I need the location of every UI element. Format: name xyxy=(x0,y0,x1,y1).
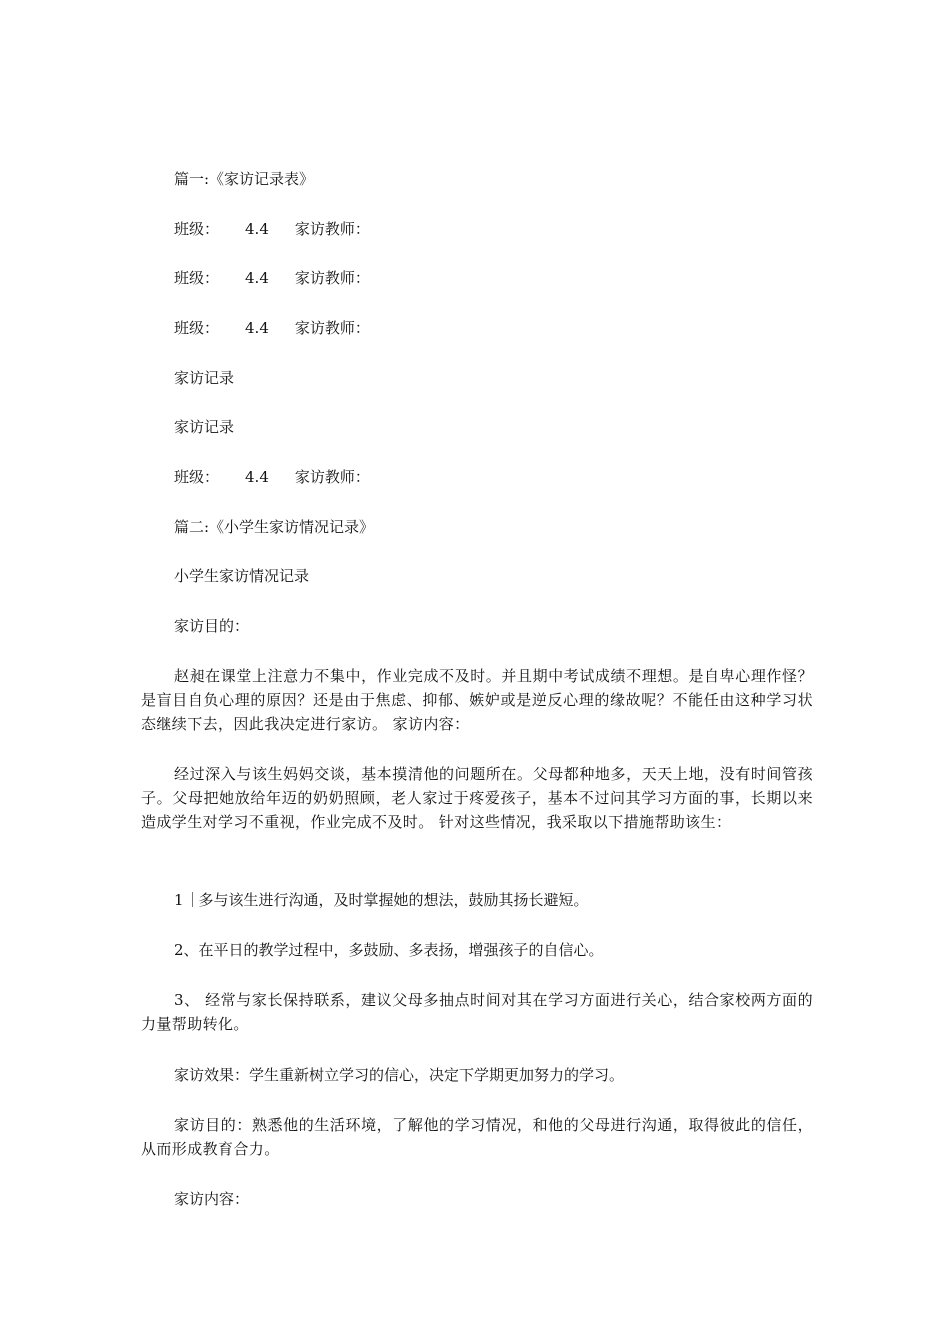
teacher-label: 家访教师： xyxy=(294,319,370,337)
class-info-row xyxy=(141,266,813,290)
class-info-row xyxy=(141,465,813,489)
teacher-label: 家访教师： xyxy=(294,468,370,486)
paragraph-content: 经过深入与该生妈妈交谈，基本摸清他的问题所在。父母都种地多，天天上地，没有时间管孩子。父母把她放给年迈的奶奶照顾，老人家过于疼爱孩子，基本不过问其学习方面的事，长期以来造成学生对学习不重视，作业完成不及时。 针对这些情况，我采取以下措施帮助该生： xyxy=(141,765,813,831)
paragraph-purpose-2: 家访目的：熟悉他的生活环境，了解他的学习情况，和他的父母进行沟通，取得彼此的信任，从而形成教育合力。 xyxy=(141,1116,813,1158)
list-item-text: 多与该生进行沟通，及时掌握她的想法，鼓励其扬长避短。 xyxy=(198,891,589,909)
class-value: 4.4 xyxy=(245,319,269,337)
class-info-row xyxy=(141,217,813,241)
class-label: 班级： xyxy=(174,269,220,287)
list-item-1 xyxy=(141,888,813,912)
class-value: 4.4 xyxy=(245,269,269,287)
visit-effect: 家访效果：学生重新树立学习的信心，决定下学期更加努力的学习。 xyxy=(174,1066,625,1084)
paragraph-purpose: 赵昶在课堂上注意力不集中，作业完成不及时。并且期中考试成绩不理想。是自卑心理作怪？是盲目自负心理的原因？还是由于焦虑、抑郁、嫉妒或是逆反心理的缘故呢？不能任由这种学习状态继续下去，因此我决定进行家访。 家访内容： xyxy=(141,667,813,733)
list-item-3: 3、 经常与家长保持联系，建议父母多抽点时间对其在学习方面进行关心，结合家校两方面的力量帮助转化。 xyxy=(141,991,813,1033)
visit-purpose-label: 家访目的： xyxy=(174,617,250,635)
visit-record-label: 家访记录 xyxy=(174,369,235,387)
visit-content-label: 家访内容： xyxy=(174,1190,250,1208)
class-info-row xyxy=(141,316,813,340)
teacher-label: 家访教师： xyxy=(294,220,370,238)
list-item-2: 2、在平日的教学过程中，多鼓励、多表扬，增强孩子的自信心。 xyxy=(174,941,604,959)
section-title: 小学生家访情况记录 xyxy=(174,567,310,585)
cursor-bar xyxy=(192,892,193,907)
heading-part-one: 篇一:《家访记录表》 xyxy=(174,170,315,188)
list-item-number: 1 xyxy=(174,891,184,909)
teacher-label: 家访教师： xyxy=(294,269,370,287)
class-value: 4.4 xyxy=(245,468,269,486)
visit-record-label: 家访记录 xyxy=(174,418,235,436)
class-label: 班级： xyxy=(174,319,220,337)
heading-part-two: 篇二:《小学生家访情况记录》 xyxy=(174,518,375,536)
class-label: 班级： xyxy=(174,468,220,486)
class-label: 班级： xyxy=(174,220,220,238)
class-value: 4.4 xyxy=(245,220,269,238)
